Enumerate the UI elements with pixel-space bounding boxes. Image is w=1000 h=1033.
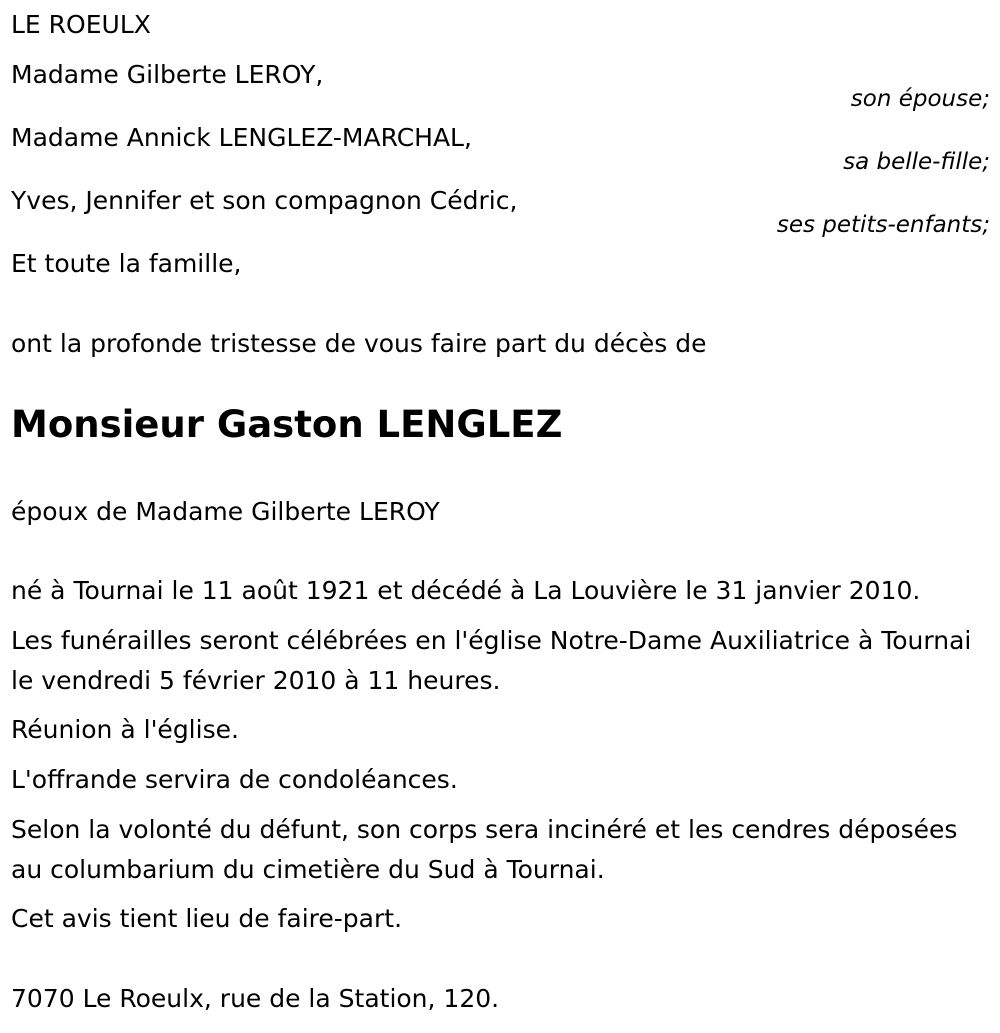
meeting-line: Réunion à l'église. [11,715,239,744]
notice-line: Cet avis tient lieu de faire-part. [11,904,403,933]
family-member-relation: son épouse; [850,86,990,112]
family-member-name: Yves, Jennifer et son compagnon Cédric, [11,186,518,215]
deceased-name: Monsieur Gaston LENGLEZ [11,403,563,446]
family-member-name: Madame Annick LENGLEZ-MARCHAL, [11,123,472,152]
family-member-name: Madame Gilberte LEROY, [11,60,324,89]
offering-line: L'offrande servira de condoléances. [11,765,458,794]
funeral-paragraph: Les funérailles seront célébrées en l'église Notre-Dame Auxiliatrice à Tournai le vendredi 5 février 2010 à 11 heures. [11,626,972,695]
family-member-name: Et toute la famille, [11,249,242,278]
announcement-text: ont la profonde tristesse de vous faire part du décès de [11,329,707,358]
location-heading: LE ROEULX [11,10,151,39]
family-member-relation: ses petits-enfants; [776,212,990,238]
cremation-paragraph: Selon la volonté du défunt, son corps sera incinéré et les cendres déposées au columbarium du cimetière du Sud à Tournai. [11,815,958,884]
address-line: 7070 Le Roeulx, rue de la Station, 120. [11,984,500,1013]
spouse-line: époux de Madame Gilberte LEROY [11,497,440,526]
family-member-relation: sa belle-fille; [843,149,990,175]
birth-death-line: né à Tournai le 11 août 1921 et décédé à La Louvière le 31 janvier 2010. [11,576,921,605]
